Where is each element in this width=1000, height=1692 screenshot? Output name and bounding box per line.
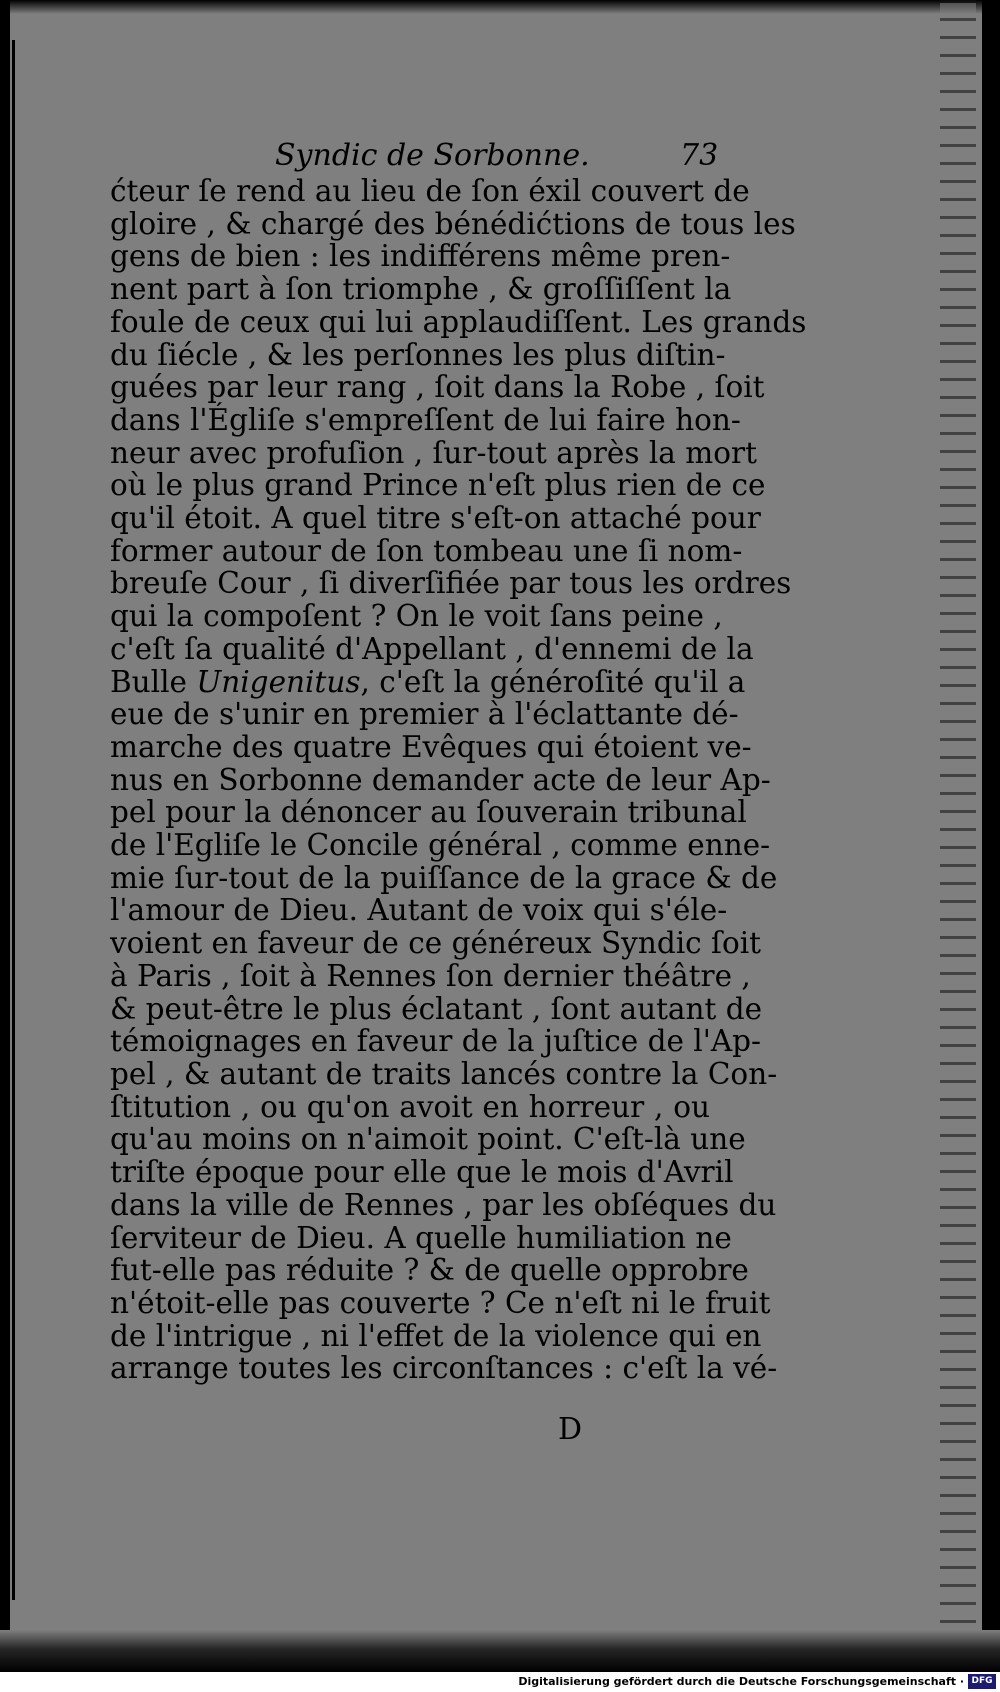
dfg-logo-icon: DFG	[968, 1674, 996, 1689]
text-line: c'eſt ſa qualité d'Appellant , d'ennemi de la	[110, 631, 754, 666]
text-line: qui la compoſent ? On le voit ſans peine ,	[110, 599, 723, 634]
text-fragment: , c'eſt la généroſité qu'il a	[360, 664, 746, 699]
text-line: qu'il étoit. A quel titre s'eſt-on attaché pour	[110, 501, 761, 536]
text-line: témoignages en faveur de la juſtice de l'Ap-	[110, 1024, 762, 1059]
page-top-shadow	[0, 0, 1000, 14]
text-line: nus en Sorbonne demander acte de leur Ap-	[110, 762, 771, 797]
text-line: triſte époque pour elle que le mois d'Avril	[110, 1155, 734, 1190]
page-left-edge	[0, 0, 10, 1672]
text-line: pel pour la dénoncer au ſouverain tribunal	[110, 795, 747, 830]
text-line: où le plus grand Prince n'eſt plus rien de ce	[110, 468, 766, 503]
text-line: du ſiécle , & les perſonnes les plus diſtin-	[110, 337, 726, 372]
text-line: n'étoit-elle pas couverte ? Ce n'eſt ni le fruit	[110, 1285, 771, 1320]
funding-credit: Digitalisierung gefördert durch die Deutsche Forschungsgemeinschaft ·	[518, 1675, 964, 1688]
page-number: 73	[680, 138, 719, 173]
text-line: marche des quatre Evêques qui étoient ve-	[110, 729, 752, 764]
text-line: pel , & autant de traits lancés contre la Con-	[110, 1056, 778, 1091]
text-line: à Paris , ſoit à Rennes ſon dernier théâtre ,	[110, 958, 751, 993]
text-line: breuſe Cour , ſi diverſifiée par tous les ordres	[110, 566, 792, 601]
text-line: voient en faveur de ce généreux Syndic ſoit	[110, 926, 762, 961]
text-line: gens de bien : les indifférens même pren-	[110, 239, 731, 274]
text-line: ſerviteur de Dieu. A quelle humiliation ne	[110, 1220, 732, 1255]
text-line: neur avec profuſion , ſur-tout après la mort	[110, 435, 757, 470]
text-line: de l'intrigue , ni l'effet de la violence qui en	[110, 1318, 762, 1353]
text-line: qu'au moins on n'aimoit point. C'eſt-là une	[110, 1122, 746, 1157]
body-text	[110, 174, 807, 1386]
text-line: arrange toutes les circonſtances : c'eſt la vé-	[110, 1351, 778, 1386]
signature-mark: D	[558, 1412, 583, 1447]
page-right-edge	[982, 0, 1000, 1672]
text-line: l'amour de Dieu. Autant de voix qui s'éle-	[110, 893, 728, 928]
text-line: dans la ville de Rennes , par les obſéques du	[110, 1187, 777, 1222]
page-right-shadow	[940, 0, 976, 1672]
text-line: de l'Egliſe le Concile général , comme enne-	[110, 828, 771, 863]
footer-bar	[0, 1672, 1000, 1692]
binding-line	[12, 40, 15, 1600]
text-line: former autour de ſon tombeau une ſi nom-	[110, 533, 743, 568]
text-line: gloire , & chargé des bénédićtions de tous les	[110, 206, 796, 241]
text-line: ćteur ſe rend au lieu de ſon éxil couvert de	[110, 174, 750, 208]
text-line: foule de ceux qui lui applaudiſſent. Les grands	[110, 304, 807, 339]
text-line: ſtitution , ou qu'on avoit en horreur , ou	[110, 1089, 710, 1124]
text-line: mie ſur-tout de la puiſſance de la grace & de	[110, 860, 778, 895]
text-line: nent part à ſon triomphe , & groſſiſſent la	[110, 272, 732, 307]
text-line: dans l'Égliſe s'empreſſent de lui faire hon-	[110, 402, 741, 437]
page-bottom-edge	[0, 1630, 1000, 1672]
italic-word: Unigenitus	[196, 664, 361, 699]
text-line: eue de s'unir en premier à l'éclattante dé-	[110, 697, 739, 732]
text-line: & peut-être le plus éclatant , ſont autant de	[110, 991, 763, 1026]
running-head: Syndic de Sorbonne.	[275, 138, 590, 173]
text-fragment: Bulle	[110, 664, 197, 699]
text-line: guées par leur rang , ſoit dans la Robe , ſoit	[110, 370, 765, 405]
text-line-bulle	[110, 664, 746, 699]
text-line: fut-elle pas réduite ? & de quelle opprobre	[110, 1253, 749, 1288]
